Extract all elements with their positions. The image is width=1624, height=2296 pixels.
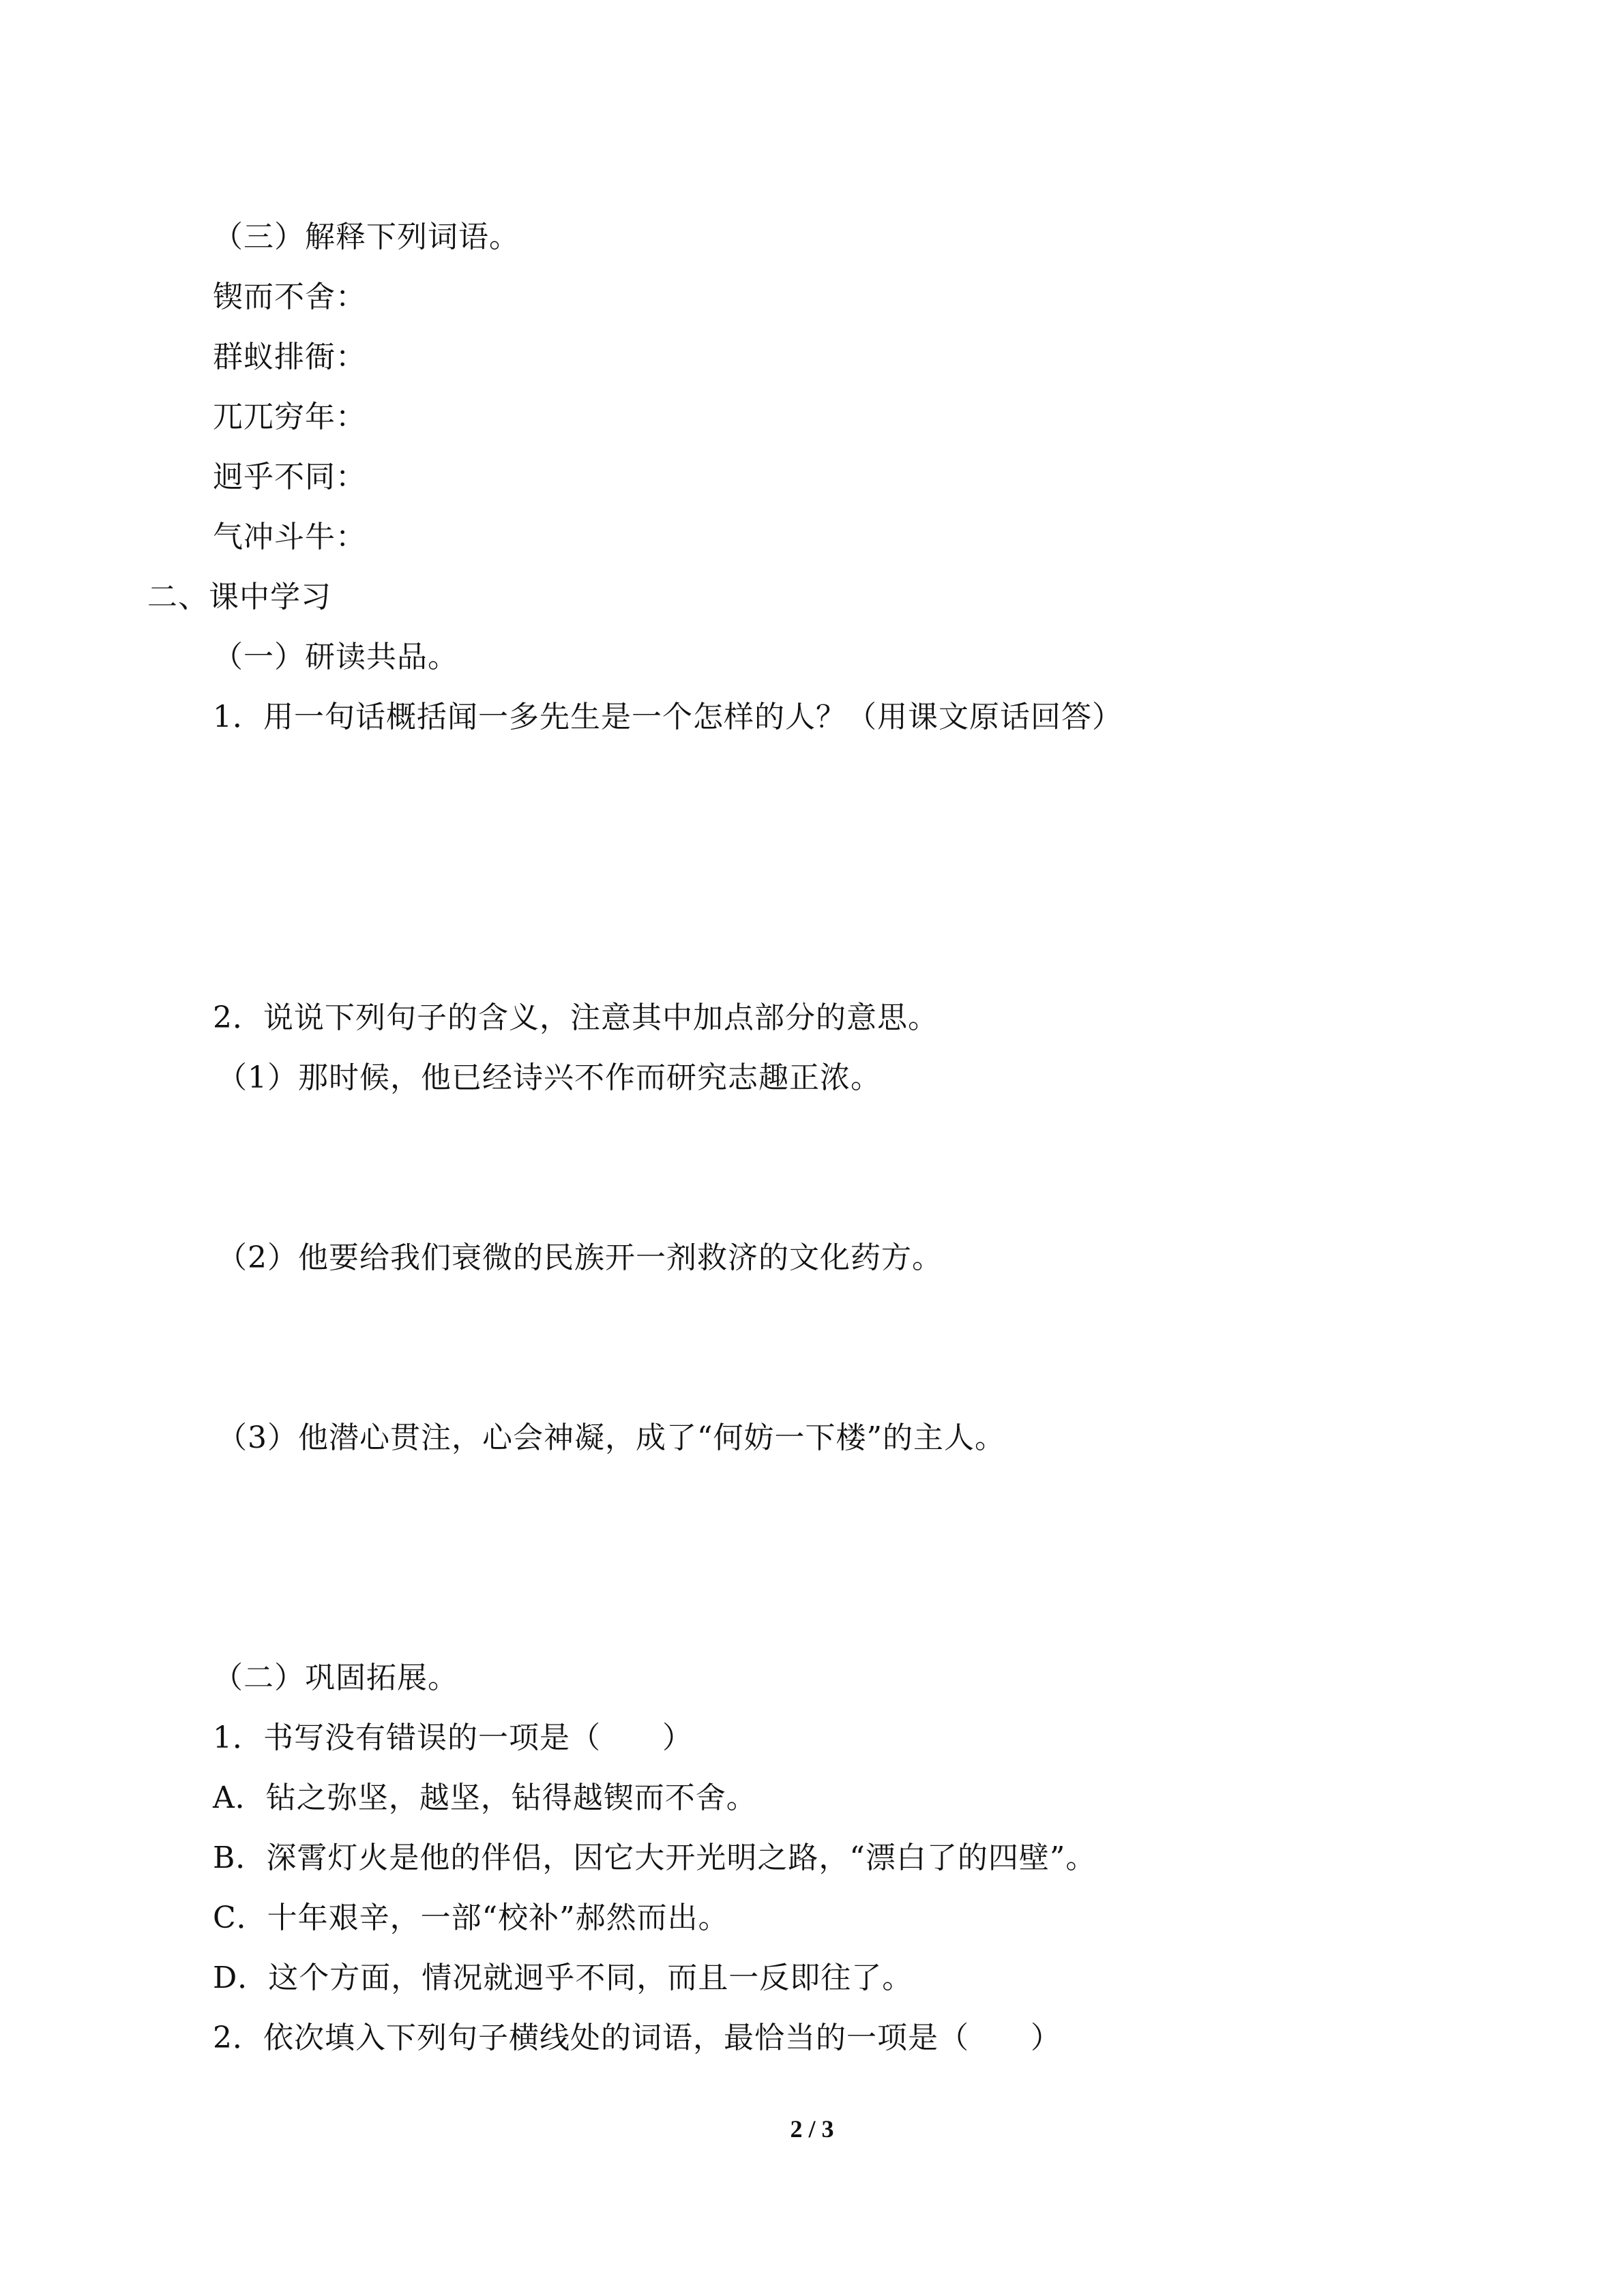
study-question-2: 2．说说下列句子的含义，注意其中加点部分的意思。 xyxy=(213,1000,939,1035)
term-2: 群蚁排衙： xyxy=(213,340,366,374)
option-b: B．深霄灯火是他的伴侣，因它大开光明之路，“漂白了的四壁”。 xyxy=(213,1840,1097,1875)
consolidate-question-2: 2．依次填入下列句子横线处的词语，最恰当的一项是（ ） xyxy=(213,2021,1061,2055)
study-question-1: 1．用一句话概括闻一多先生是一个怎样的人？（用课文原话回答） xyxy=(213,700,1123,734)
study-heading: （一）研读共品。 xyxy=(213,640,458,674)
consolidate-question-1: 1．书写没有错误的一项是（ ） xyxy=(213,1720,693,1755)
section-three-heading: （三）解释下列词语。 xyxy=(213,220,520,254)
study-question-2-item-3: （3）他潜心贯注，心会神凝，成了“何妨一下楼”的主人。 xyxy=(217,1420,1005,1455)
option-a: A．钻之弥坚，越坚，钻得越锲而不舍。 xyxy=(213,1780,757,1815)
part-two-heading: 二、课中学习 xyxy=(147,580,331,614)
consolidate-heading: （二）巩固拓展。 xyxy=(213,1660,458,1695)
term-5: 气冲斗牛： xyxy=(213,520,366,554)
option-c: C．十年艰辛，一部“校补”郝然而出。 xyxy=(213,1900,729,1935)
study-question-2-item-1: （1）那时候，他已经诗兴不作而研究志趣正浓。 xyxy=(217,1060,881,1095)
page-number: 2 / 3 xyxy=(790,2115,834,2143)
study-question-2-item-2: （2）他要给我们衰微的民族开一剂救济的文化药方。 xyxy=(217,1240,943,1275)
term-4: 迥乎不同： xyxy=(213,460,366,494)
term-1: 锲而不舍： xyxy=(213,280,366,314)
option-d: D．这个方面，情况就迥乎不同，而且一反即往了。 xyxy=(213,1960,913,1995)
term-3: 兀兀穷年： xyxy=(213,400,366,434)
